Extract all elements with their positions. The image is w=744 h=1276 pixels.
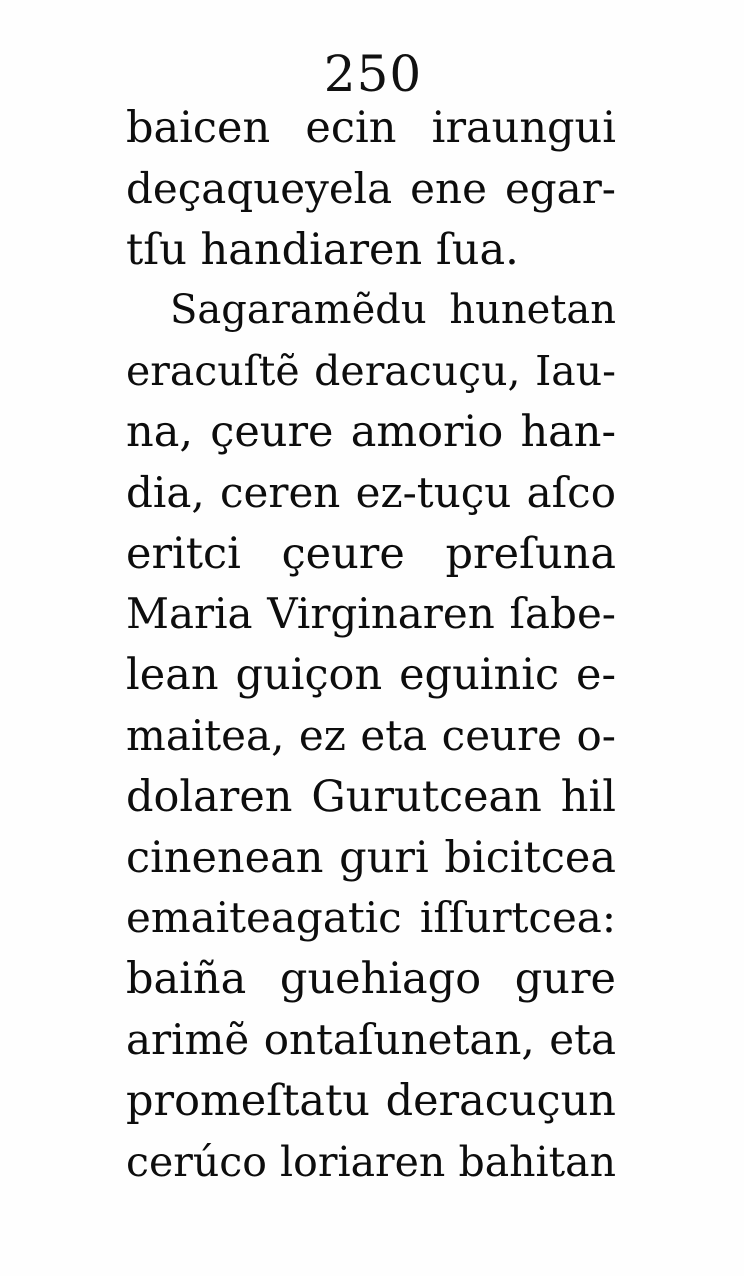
text-line-11: maitea, ez eta ceure o- (126, 710, 616, 760)
text-line-13: cinenean guri bicitcea (126, 832, 616, 883)
text-line-2: deçaqueyela ene egar- (126, 163, 616, 213)
text-line-1: baicen ecin iraungui (126, 103, 616, 153)
text-line-8: eritci çeure preſuna (126, 528, 616, 579)
text-line-15: baiña guehiago gure (126, 954, 616, 1005)
text-line-6: na, çeure amorio han- (126, 406, 616, 457)
text-line-14: emaiteagatic iſſurtcea: (126, 893, 616, 943)
text-line-5: eracuſtẽ deracuçu, Iau- (126, 347, 616, 396)
text-line-4: Sagaramẽdu hunetan (170, 287, 616, 334)
body-text (126, 98, 616, 1192)
text-line-16: arimẽ ontaſunetan, eta (126, 1014, 616, 1064)
text-line-17: promeſtatu deracuçun (126, 1075, 616, 1126)
page-number: 250 (323, 45, 423, 103)
text-line-9: Maria Virginaren ſabe- (126, 589, 616, 639)
text-line-10: lean guiçon eguinic e- (126, 650, 616, 701)
text-line-7: dia, ceren ez-tuçu aſco (126, 467, 616, 517)
text-line-3: tſu handiaren ſua. (126, 224, 519, 275)
text-line-18: cerúco loriaren bahitan (126, 1137, 616, 1186)
text-line-12: dolaren Gurutcean hil (126, 771, 616, 822)
